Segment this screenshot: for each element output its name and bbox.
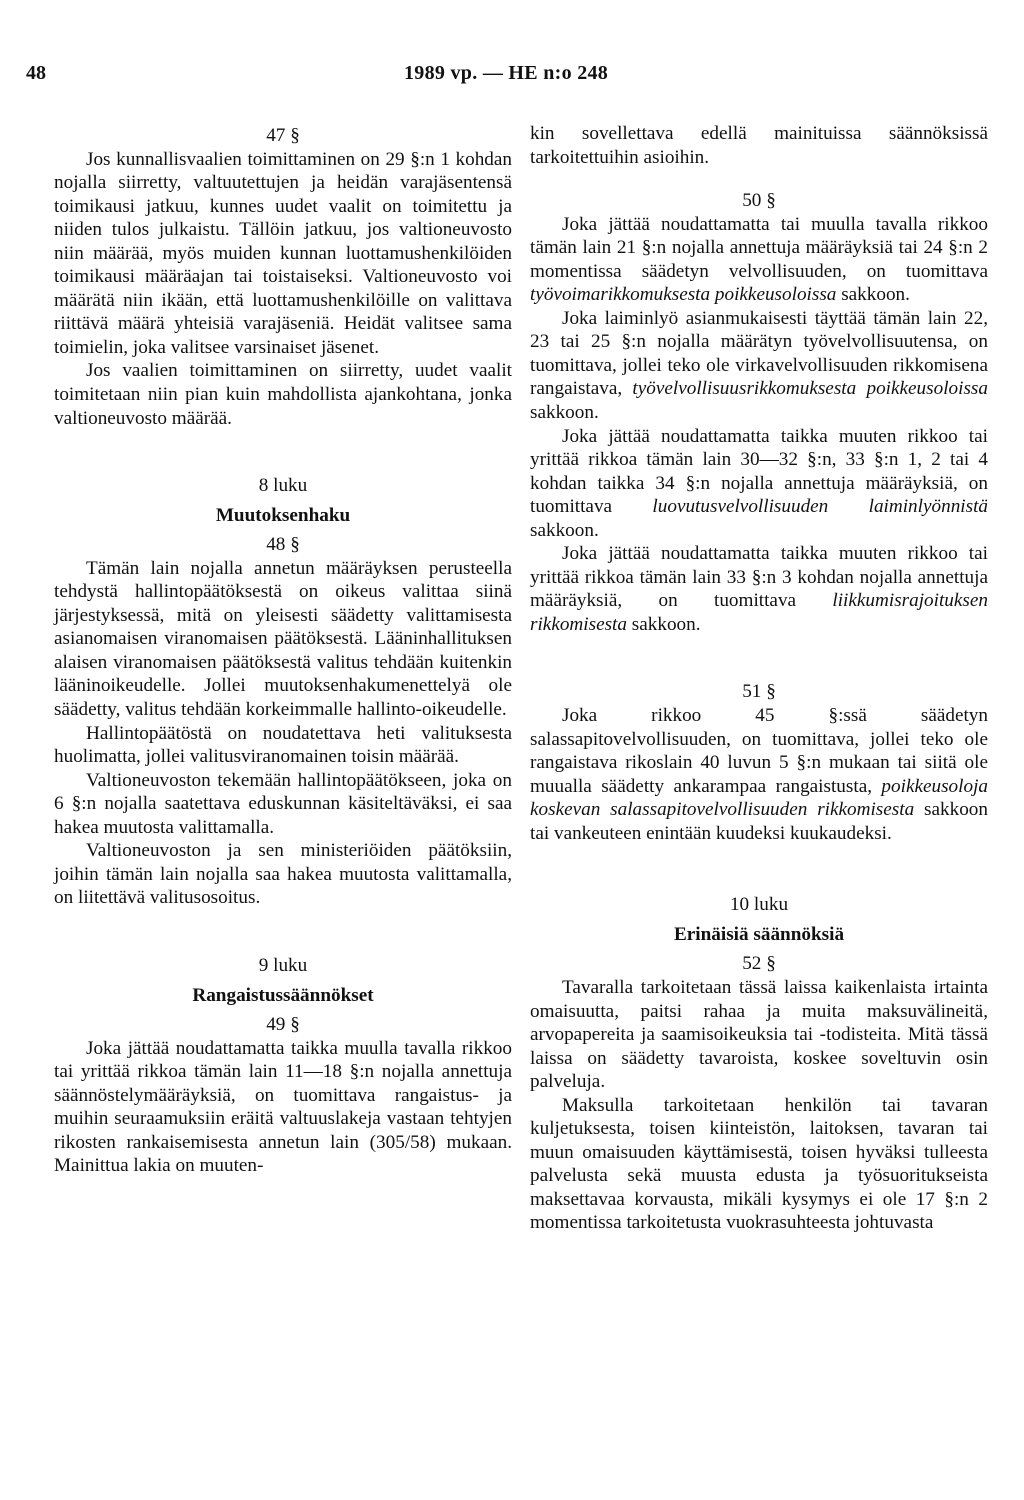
text-run: sakkoon. [627,613,701,635]
section-49-heading: 49 § [266,1014,300,1036]
section-50-paragraph-4 [530,542,988,636]
section-47-paragraph-2: Jos vaalien toimittaminen on siirretty, uudet vaalit toimitetaan niin pian kuin mahdollista ajankohtana, jonka valtioneuvosto määrää. [54,360,512,429]
offence-name: liikkumisrajoituksen rikkomisesta [530,590,988,635]
chapter-10-number: 10 luku [729,894,789,916]
text-run: sakkoon. [530,519,599,541]
section-49-paragraph-1: Joka jättää noudattamatta taikka muulla tavalla rikkoo tai yrittää rikkoa tämän lain 11—18 §:n nojalla annettuja säännöstelymääräyksiä, on tuomittava rangaistus- ja muihin seuraamuksiin eräitä valtuuslakeja vastaan tehtyjen rikosten rankaisemisesta annetun lain (305/58) mukaan. Mainittua lakia on muuten- [54,1037,512,1177]
page-header [26,62,964,92]
section-50-paragraph-1 [530,213,988,307]
page-number: 48 [26,62,46,84]
section-52-heading: 52 § [742,953,776,975]
section-50-paragraph-3 [530,425,988,543]
chapter-9-title: Rangaistussäännökset [192,984,374,1006]
section-48-paragraph-2: Hallintopäätöstä on noudatettava heti valituksesta huolimatta, jollei valitusviranomainen toisin määrää. [54,722,512,768]
text-run: Joka laiminlyö asianmukaisesti täyttää tämän lain 22, 23 tai 25 §:n nojalla määrätyn työvelvollisuutensa, on tuomittava, jollei teko ole virkavelvollisuuden rikkomisena rangaistava, [530,307,988,400]
section-47-heading: 47 § [266,125,300,146]
section-48-heading: 48 § [266,534,300,556]
offence-name: poikkeusoloja koskevan salassapitovelvollisuuden rikkomisesta [530,775,988,821]
section-52-paragraph-1: Tavaralla tarkoitetaan tässä laissa kaikenlaista irtainta omaisuutta, paitsi rahaa ja muita maksuvälineitä, arvopapereita ja saamisoikeuksia tai -todisteita. Mitä tässä laissa on säädetty tavaroista, koskee soveltuvin osin palveluja. [530,976,988,1093]
text-run: sakkoon. [530,402,599,424]
text-run: Joka jättää noudattamatta tai muulla tavalla rikkoo tämän lain 21 §:n nojalla annettuja määräyksiä tai 24 §:n 2 momentissa säädetyn velvollisuuden, on tuomittava [530,213,988,282]
section-47-paragraph-1: Jos kunnallisvaalien toimittaminen on 29 §:n 1 kohdan nojalla siirretty, valtuutettujen ja heidän varajäsentensä toimikausi jatkuu, kunnes uudet vaalit on toimitettu ja niiden tulos julkaistu. Tällöin jatkuu, jos valtioneuvosto niin määrää, myös muiden kunnan luottamushenkilöiden toimikausi määräajan tai toistaiseksi. Valtioneuvosto voi määrätä niin ikään, että luottamushenkilöille on valittava riittävä määrä yhteisiä varajäseniä. Heidät valitsee sama toimielin, joka valitsee varsinaiset jäsenet. [54,148,512,358]
section-50-heading: 50 § [742,190,776,212]
text-run: Joka jättää noudattamatta taikka muuten rikkoo tai yrittää rikkoa tämän lain 30—32 §:n, 33 §:n 1, 2 tai 4 kohdan taikka 34 §:n nojalla annettuja määräyksiä, on tuomittava [530,425,988,518]
text-run: Joka jättää noudattamatta taikka muuten rikkoo tai yrittää rikkoa tämän lain 33 §:n 3 kohdan nojalla annettuja määräyksiä, on tuomittava [530,543,988,612]
section-48-paragraph-1: Tämän lain nojalla annetun määräyksen perusteella tehdystä hallintopäätöksestä on oikeus valittaa siinä järjestyksessä, mitä on yleisesti säädetty valittamisesta asianomaisen viranomaisen päätöksestä. Lääninhallituksen alaisen viranomaisen päätöksestä valitus tehdään kuitenkin lääninoikeudelle. Jollei muutoksenhakumenettelyä ole säädetty, valitus tehdään korkeimmalle hallinto-oikeudelle. [54,557,512,721]
section-49-continuation: kin sovellettava edellä mainituissa säännöksissä tarkoitettuihin asioihin. [530,123,988,168]
section-52-paragraph-2: Maksulla tarkoitetaan henkilön tai tavaran kuljetuksesta, toisen kiinteistön, laitoksen, tavaran tai muun omaisuuden käyttämisestä, toisen hyväksi tulleesta palvelusta sekä muusta edusta ja työsuoritukseista maksettavaa korvausta, mikäli kysymys ei ole 17 §:n 2 momentissa tarkoitetusta vuokrasuhteesta johtuvasta [530,1094,988,1234]
section-48-paragraph-4: Valtioneuvoston ja sen ministeriöiden päätöksiin, joihin tämän lain nojalla saa hakea muutosta valittamalla, on liitettävä valitusosoitus. [54,840,512,909]
text-run: sakkoon tai vankeuteen enintään kuudeksi kuukaudeksi. [530,799,988,844]
section-51-paragraph-1 [530,704,988,845]
right-column [530,122,988,1235]
section-51-heading: 51 § [742,681,776,703]
left-column [54,124,512,1178]
offence-name: luovutusvelvollisuuden laiminlyönnistä [652,496,989,518]
text-run: sakkoon. [836,284,910,306]
chapter-9-number: 9 luku [258,954,308,976]
running-head: 1989 vp. — HE n:o 248 [404,62,609,84]
chapter-8-number: 8 luku [258,475,308,497]
chapter-10-title: Erinäisiä säännöksiä [673,923,845,945]
section-50-paragraph-2 [530,307,988,425]
text-run: Joka rikkoo 45 §:ssä säädetyn salassapitovelvollisuuden, on tuomittava, jollei teko ole rangaistava rikoslain 40 luvun 5 §:n mukaan tai siitä ole muualla säädetty ankarampaa rangaistusta, [530,705,988,797]
chapter-8-title: Muutoksenhaku [215,504,351,526]
offence-name: työvelvollisuusrikkomuksesta poikkeusoloissa [632,378,988,400]
offence-name: työvoimarikkomuksesta poikkeusoloissa [530,284,837,306]
section-48-paragraph-3: Valtioneuvoston tekemään hallintopäätökseen, joka on 6 §:n nojalla saatettava eduskunnan käsiteltäväksi, ei saa hakea muutosta valittamalla. [54,769,512,838]
